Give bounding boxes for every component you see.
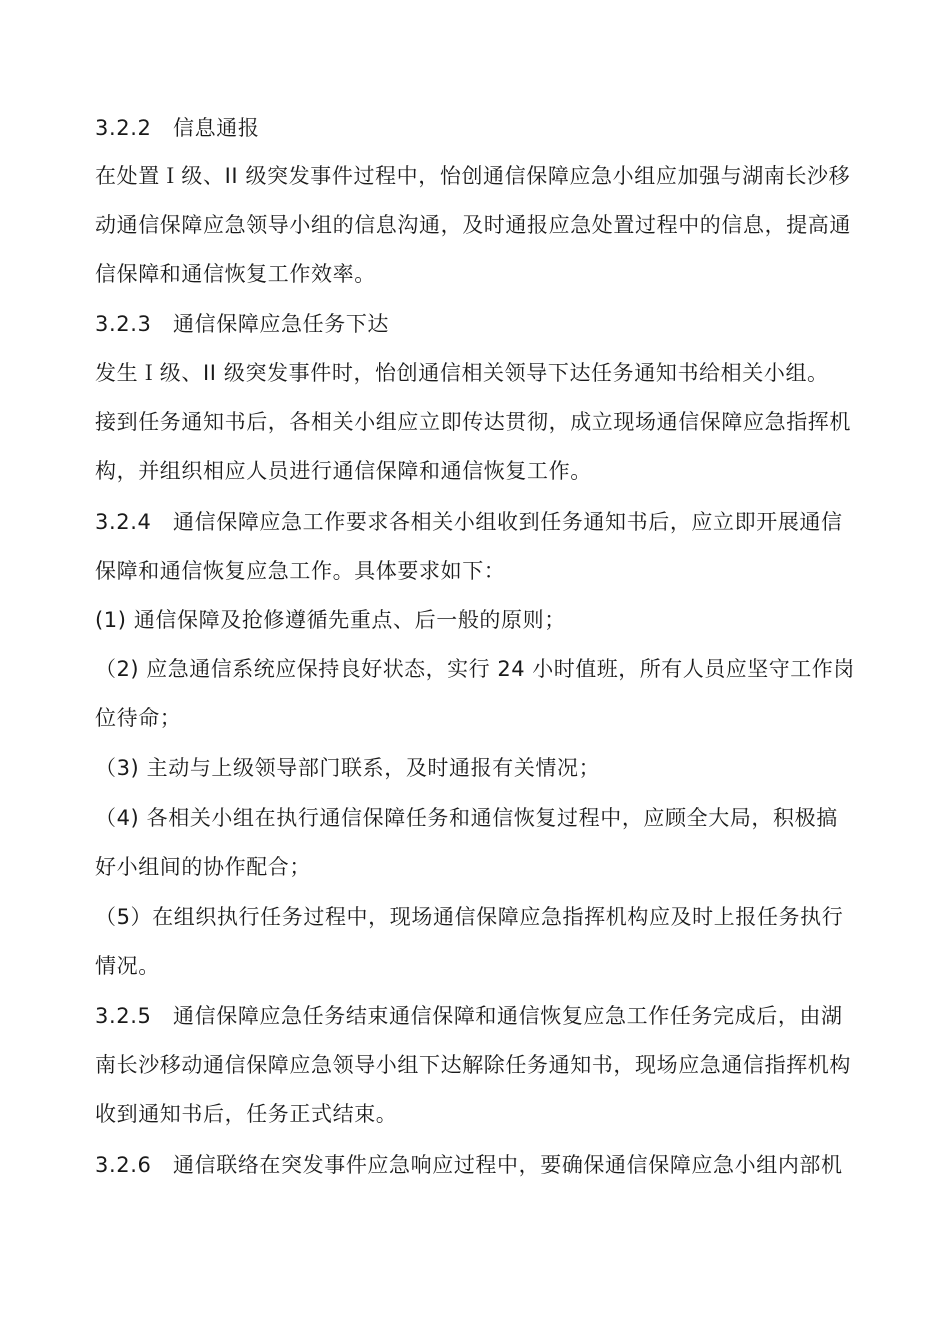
- section-heading-3-2-6: 3.2.6 通信联络在突发事件应急响应过程中，要确保通信保障应急小组内部机: [95, 1153, 843, 1177]
- list-item-5-continued: 情况。: [95, 954, 160, 978]
- paragraph-line: 保障和通信恢复应急工作。具体要求如下：: [95, 559, 506, 583]
- list-item-4-continued: 好小组间的协作配合；: [95, 855, 311, 879]
- section-heading-3-2-2: 3.2.2 信息通报: [95, 116, 260, 140]
- paragraph-line: 南长沙移动通信保障应急领导小组下达解除任务通知书，现场应急通信指挥机构: [95, 1053, 851, 1077]
- paragraph-line: 动通信保障应急领导小组的信息沟通，及时通报应急处置过程中的信息，提高通: [95, 213, 851, 237]
- paragraph-line: 构，并组织相应人员进行通信保障和通信恢复工作。: [95, 459, 592, 483]
- paragraph-line: 发生Ｉ级、II 级突发事件时，怡创通信相关领导下达任务通知书给相关小组。: [95, 361, 829, 385]
- paragraph-line: 收到通知书后，任务正式结束。: [95, 1102, 398, 1126]
- list-item-1: (1) 通信保障及抢修遵循先重点、后一般的原则；: [95, 608, 566, 632]
- list-item-2: （2) 应急通信系统应保持良好状态，实行 24 小时值班，所有人员应坚守工作岗: [95, 657, 855, 681]
- section-heading-3-2-5: 3.2.5 通信保障应急任务结束通信保障和通信恢复应急工作任务完成后，由湖: [95, 1004, 843, 1028]
- paragraph-line: 信保障和通信恢复工作效率。: [95, 262, 376, 286]
- paragraph-line: 在处置Ｉ级、II 级突发事件过程中，怡创通信保障应急小组应加强与湖南长沙移: [95, 164, 851, 188]
- list-item-2-continued: 位待命；: [95, 706, 182, 730]
- section-heading-3-2-4: 3.2.4 通信保障应急工作要求各相关小组收到任务通知书后，应立即开展通信: [95, 510, 843, 534]
- section-heading-3-2-3: 3.2.3 通信保障应急任务下达: [95, 312, 390, 336]
- list-item-4: （4) 各相关小组在执行通信保障任务和通信恢复过程中，应顾全大局，积极搞: [95, 806, 838, 830]
- list-item-3: （3) 主动与上级领导部门联系，及时通报有关情况；: [95, 756, 601, 780]
- list-item-5: （5）在组织执行任务过程中，现场通信保障应急指挥机构应及时上报任务执行: [95, 905, 844, 929]
- paragraph-line: 接到任务通知书后，各相关小组应立即传达贯彻，成立现场通信保障应急指挥机: [95, 410, 851, 434]
